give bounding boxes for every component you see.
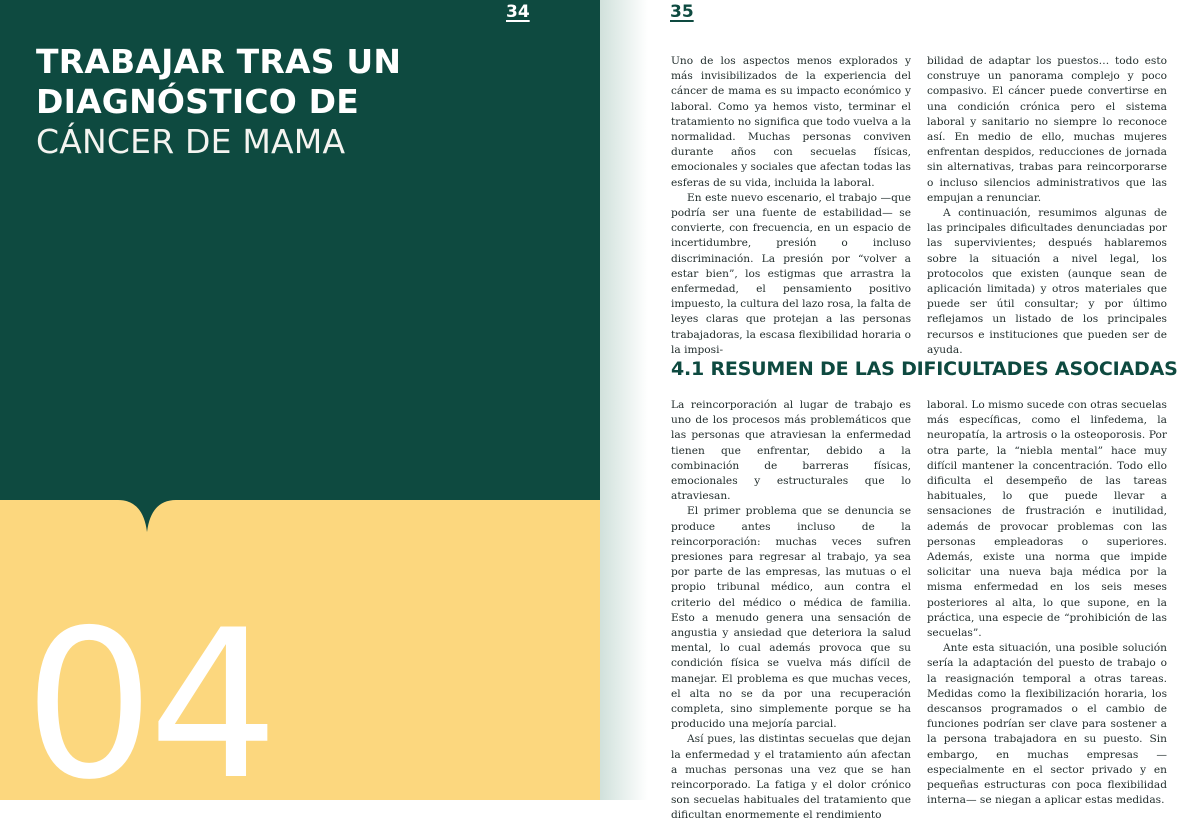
chapter-title-line-2: DIAGNÓSTICO DE: [36, 82, 360, 121]
intro-paragraph: A continuación, resumimos algunas de las principales dificultades denunciadas por las supervivientes; después hablaremos sobre la situación a nivel legal, los protocolos que existen (aunque sean de aplicación limitada) y otros materiales que puede ser útil consultar; y por último reflejamos un listado de los principales recursos e instituciones que pueden ser de ayuda.: [927, 207, 1167, 356]
chapter-title-line-1: TRABAJAR TRAS UN: [36, 42, 402, 81]
intro-column-1: [671, 54, 911, 358]
section-paragraph: Ante esta situación, una posible solución sería la adaptación del puesto de trabajo o la reasignación temporal a otras tareas. Medidas como la flexibilización horaria, los descansos programados o el cambio de funciones podrían ser clave para sostener a la persona trabajadora en su puesto. Sin embargo, en muchas empresas —especialmente en el sector privado y en pequeñas estructuras con poca flexibilidad interna— se niegan a aplicar estas medidas.: [927, 642, 1167, 807]
right-page: [600, 0, 1200, 822]
section-column-1: [671, 398, 911, 824]
section-paragraph: Así pues, las distintas secuelas que dejan la enfermedad y el tratamiento aún afectan a muchas personas una vez que se han reincorporado. La fatiga y el dolor crónico son secuelas habituales del tratamiento que dificultan enormemente el rendimiento: [671, 733, 911, 822]
intro-column-2: [927, 54, 1167, 358]
chapter-number: 04: [24, 587, 273, 800]
section-paragraph: La reincorporación al lugar de trabajo es uno de los procesos más problemáticos que las personas que atraviesan la enfermedad tienen que enfrentar, debido a la combinación de barreras físicas, emocionales y estructurales que lo atraviesan.: [671, 399, 911, 503]
section-paragraph: laboral. Lo mismo sucede con otras secuelas más específicas, como el linfedema, la neuropatía, la artrosis o la osteoporosis. Por otra parte, la “niebla mental” hace muy difícil mantener la concentración. Todo ello dificulta el desempeño de las tareas habituales, lo que puede llevar a sensaciones de frustración e inutilidad, además de provocar problemas con las personas empleadoras o superiores. Además, existe una norma que impide solicitar una nueva baja médica por la misma enfermedad en los seis meses posteriores al alta, lo que supone, en la práctica, una especie de “prohibición de las secuelas”.: [927, 399, 1167, 640]
intro-paragraph: En este nuevo escenario, el trabajo —que podría ser una fuente de estabilidad— se convierte, con frecuencia, en un espacio de incertidumbre, presión o incluso discriminación. La presión por “volver a estar bien”, los estigmas que arrastra la enfermedad, el pensamiento positivo impuesto, la cultura del lazo rosa, la falta de leyes claras que protejan a las personas trabajadoras, la escasa flexibilidad horaria o la imposi-: [671, 191, 911, 356]
left-page: [0, 0, 600, 800]
chapter-title: [36, 42, 576, 162]
section-paragraph: El primer problema que se denuncia se produce antes incluso de la reincorporación: muchas veces sufren presiones para regresar al trabajo, ya sea por parte de las empresas, las mutuas o el propio tribunal médico, aun contra el criterio del médico o médica de familia. Esto a menudo genera una sensación de angustia y ansiedad que deteriora la salud mental, lo cual además provoca que su condición física se vuelva más difícil de manejar. El problema es que muchas veces, el alta no se da por una recuperación completa, sino simplemente porque se ha producido una mejoría parcial.: [671, 505, 911, 731]
page-number-left: 34: [506, 2, 530, 22]
chapter-title-line-3: CÁNCER DE MAMA: [36, 122, 346, 161]
section-column-2: [927, 398, 1167, 808]
intro-paragraph: Uno de los aspectos menos explorados y más invisibilizados de la experiencia del cáncer de mama es su impacto económico y laboral. Como ya hemos visto, terminar el tratamiento no significa que todo vuelva a la normalidad. Muchas personas conviven durante años con secuelas físicas, emocionales y sociales que afectan todas las esferas de su vida, incluida la laboral.: [671, 55, 911, 189]
intro-paragraph: bilidad de adaptar los puestos… todo esto construye un panorama complejo y poco compasivo. El cáncer puede convertirse en una condición crónica pero el sistema laboral y sanitario no siempre lo reconoce así. En medio de ello, muchas mujeres enfrentan despidos, reducciones de jornada sin alternativas, trabas para reincorporarse o incluso silencios administrativos que las empujan a renunciar.: [927, 55, 1167, 204]
page-number-right: 35: [670, 2, 694, 22]
section-heading: 4.1 RESUMEN DE LAS DIFICULTADES ASOCIADAS: [671, 358, 1178, 380]
